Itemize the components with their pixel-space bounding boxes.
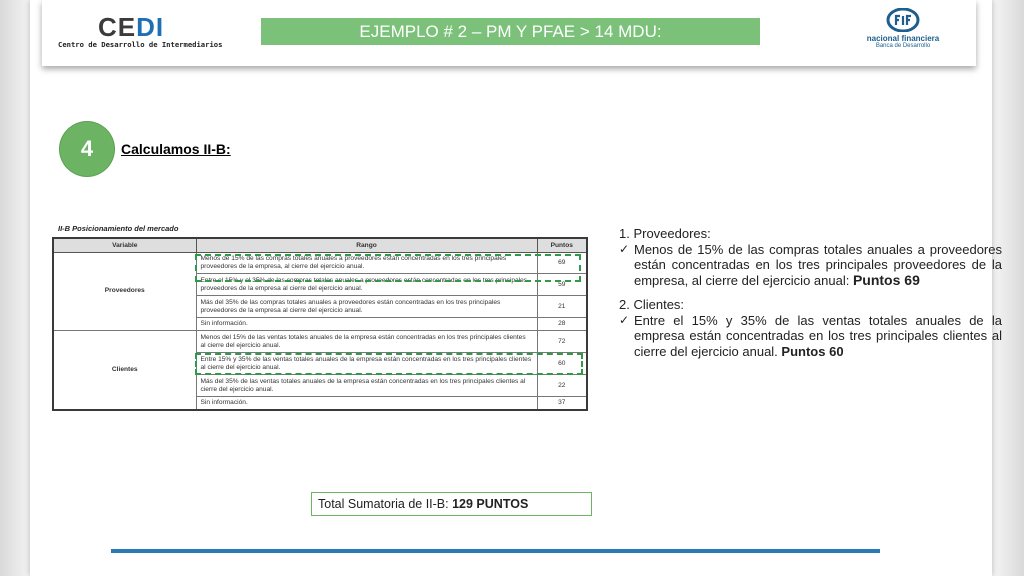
checkmark-icon: ✓: [619, 312, 630, 327]
column-header-variable: Variable: [53, 238, 196, 252]
explanation-item1: [619, 242, 1002, 289]
table-row: [53, 331, 587, 353]
nafin-logo: [856, 8, 950, 52]
footer-divider: [111, 549, 880, 553]
variable-cell-proveedores: Proveedores: [53, 252, 196, 331]
highlight-clientes-row: [195, 353, 583, 375]
total-sum-value: 129 PUNTOS: [452, 497, 529, 511]
step-number-badge: 4: [60, 122, 114, 176]
rango-cell: Sin información.: [196, 318, 537, 331]
nafin-logo-name: nacional financiera: [866, 34, 940, 43]
table-header-row: [53, 238, 587, 252]
cedi-logo-subtitle: Centro de Desarrollo de Intermediarios: [58, 40, 223, 49]
puntos-cell: 60: [537, 353, 587, 375]
explanation-item2-points: Puntos 60: [781, 343, 844, 359]
table-title: II-B Posicionamiento del mercado: [58, 224, 179, 233]
step-label: Calculamos II-B:: [121, 141, 231, 157]
rango-cell: Sin información.: [196, 397, 537, 410]
column-header-puntos: Puntos: [537, 238, 587, 252]
nafin-logo-tagline: Banca de Desarrollo: [875, 43, 931, 49]
puntos-cell: 21: [537, 296, 587, 318]
total-sum-box: [311, 492, 592, 516]
column-header-rango: Rango: [196, 238, 537, 252]
checkmark-icon: ✓: [619, 241, 630, 256]
rango-cell: Entre el 15% y el 35% de las compras totales anuales a proveedores están concentradas en los tres principales proveedores de la empresa al cierre del ejercicio anual.: [196, 274, 537, 296]
rango-cell: Más del 35% de las compras totales anuales a proveedores están concentradas en los tres principales proveedores de la empresa al cierre del ejercicio anual.: [196, 296, 537, 318]
slide-title: EJEMPLO # 2 – PM Y PFAE > 14 MDU:: [261, 18, 760, 45]
rango-cell: Más del 35% de las ventas totales anuales de la empresa están concentradas en los tres principales clientes al cierre del ejercicio anual.: [196, 375, 537, 397]
puntos-cell: 59: [537, 274, 587, 296]
puntos-cell: 22: [537, 375, 587, 397]
cedi-logo: [58, 12, 223, 50]
nafin-logo-icon: [886, 8, 920, 32]
variable-cell-clientes: Clientes: [53, 331, 196, 410]
rango-cell: Menos del 15% de las ventas totales anuales de la empresa están concentradas en los tres principales clientes al cierre del ejercicio anual.: [196, 331, 537, 353]
explanation-item2-title: 2. Clientes:: [619, 297, 685, 312]
rango-cell: Menos de 15% de las compras totales anuales a proveedores están concentradas en los tres principales proveedores de la empresa, al cierre del ejercicio anual.: [196, 252, 537, 274]
highlight-proveedores-row: [195, 254, 581, 282]
puntos-cell: 37: [537, 397, 587, 410]
total-sum-label: Total Sumatoria de II-B:: [318, 497, 453, 511]
puntos-cell: 28: [537, 318, 587, 331]
explanation-item1-title: 1. Proveedores:: [619, 226, 711, 241]
explanation-item1-points: Puntos 69: [852, 271, 920, 288]
puntos-cell: 72: [537, 331, 587, 353]
cedi-logo-word: CEDI: [98, 12, 165, 42]
explanation-panel: [619, 226, 1002, 359]
rango-cell: Entre 15% y 35% de las ventas totales anuales de la empresa están concentradas en los tres principales clientes al cierre del ejercicio anual.: [196, 353, 537, 375]
explanation-item1-text: Menos de 15% de las compras totales anuales a proveedores están concentradas en los tres principales proveedores de la empresa, al cierre del ejercicio anual:: [634, 241, 1002, 288]
explanation-item2: [619, 313, 1002, 360]
explanation-item2-text: Entre el 15% y 35% de las ventas totales anuales de la empresa están concentradas en los tres principales clientes al cierre del ejercicio anual.: [634, 312, 1002, 359]
puntos-cell: 69: [537, 252, 587, 274]
